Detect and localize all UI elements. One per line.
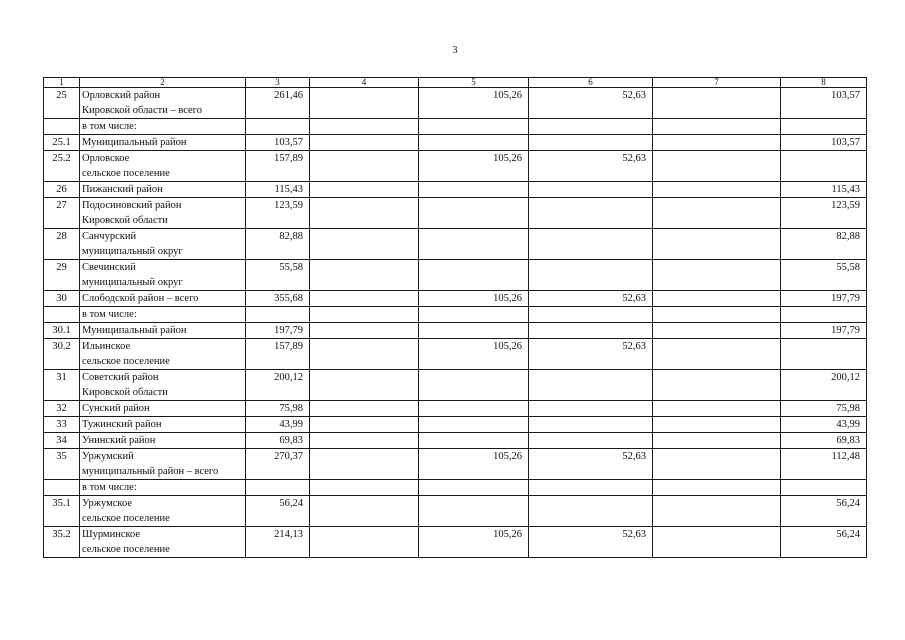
value-cell-col3: 157,89 — [246, 151, 310, 182]
territory-name-cell — [80, 182, 246, 198]
territory-name-line: Уржумское — [82, 498, 133, 509]
value-cell-col7 — [653, 198, 781, 229]
column-number-cell: 4 — [310, 78, 419, 88]
row-number-cell: 30.1 — [44, 323, 80, 339]
value-cell-col6 — [529, 480, 653, 496]
value-cell-col6 — [529, 229, 653, 260]
row-number-cell: 30.2 — [44, 339, 80, 370]
territory-name-cell — [80, 229, 246, 260]
value-cell-col6: 52,63 — [529, 151, 653, 182]
value-cell-col8: 75,98 — [781, 401, 867, 417]
territory-name-line: Кировской области — [82, 387, 168, 398]
value-cell-col3: 115,43 — [246, 182, 310, 198]
territory-name-cell — [80, 151, 246, 182]
value-cell-col5: 105,26 — [419, 449, 529, 480]
table-row — [44, 151, 867, 182]
value-cell-col8: 56,24 — [781, 527, 867, 558]
value-cell-col4 — [310, 151, 419, 182]
territory-name-line: Муниципальный район — [82, 137, 187, 148]
value-cell-col4 — [310, 449, 419, 480]
value-cell-col6 — [529, 119, 653, 135]
value-cell-col4 — [310, 433, 419, 449]
value-cell-col5 — [419, 370, 529, 401]
value-cell-col6 — [529, 135, 653, 151]
value-cell-col4 — [310, 135, 419, 151]
territory-name-cell — [80, 417, 246, 433]
column-number-row — [44, 78, 867, 88]
territory-name-line: в том числе: — [82, 482, 137, 493]
value-cell-col6 — [529, 307, 653, 323]
column-number-cell: 2 — [80, 78, 246, 88]
row-number-cell: 30 — [44, 291, 80, 307]
value-cell-col8: 197,79 — [781, 291, 867, 307]
territory-name-line: Шурминское — [82, 529, 141, 540]
row-number-cell: 25.2 — [44, 151, 80, 182]
value-cell-col6: 52,63 — [529, 291, 653, 307]
value-cell-col4 — [310, 496, 419, 527]
value-cell-col5 — [419, 307, 529, 323]
value-cell-col6 — [529, 198, 653, 229]
value-cell-col3: 200,12 — [246, 370, 310, 401]
value-cell-col8 — [781, 480, 867, 496]
value-cell-col3 — [246, 480, 310, 496]
value-cell-col3: 355,68 — [246, 291, 310, 307]
row-number-cell: 35 — [44, 449, 80, 480]
value-cell-col3: 197,79 — [246, 323, 310, 339]
table-row — [44, 260, 867, 291]
value-cell-col6 — [529, 323, 653, 339]
value-cell-col5 — [419, 119, 529, 135]
value-cell-col6: 52,63 — [529, 527, 653, 558]
row-number-cell: 31 — [44, 370, 80, 401]
row-number-cell: 33 — [44, 417, 80, 433]
value-cell-col5 — [419, 433, 529, 449]
territory-name-line: Ильинское — [82, 341, 131, 352]
value-cell-col3: 43,99 — [246, 417, 310, 433]
value-cell-col8 — [781, 307, 867, 323]
territory-name-cell — [80, 323, 246, 339]
table-row — [44, 135, 867, 151]
table-row — [44, 527, 867, 558]
territory-name-cell — [80, 291, 246, 307]
value-cell-col3: 75,98 — [246, 401, 310, 417]
value-cell-col4 — [310, 401, 419, 417]
value-cell-col7 — [653, 88, 781, 119]
value-cell-col8: 112,48 — [781, 449, 867, 480]
territory-name-cell — [80, 260, 246, 291]
value-cell-col5 — [419, 323, 529, 339]
territory-name-line: муниципальный округ — [82, 277, 183, 288]
value-cell-col7 — [653, 527, 781, 558]
column-number-cell: 6 — [529, 78, 653, 88]
territory-name-line: Унинский район — [82, 435, 156, 446]
value-cell-col3: 157,89 — [246, 339, 310, 370]
budget-table — [43, 77, 867, 558]
value-cell-col8: 200,12 — [781, 370, 867, 401]
value-cell-col5 — [419, 417, 529, 433]
value-cell-col7 — [653, 291, 781, 307]
territory-name-cell — [80, 198, 246, 229]
territory-name-line: сельское поселение — [82, 513, 170, 524]
value-cell-col5 — [419, 198, 529, 229]
territory-name-line: в том числе: — [82, 121, 137, 132]
column-number-cell: 5 — [419, 78, 529, 88]
territory-name-cell — [80, 370, 246, 401]
territory-name-cell — [80, 433, 246, 449]
territory-name-line: Тужинский район — [82, 419, 162, 430]
value-cell-col5 — [419, 496, 529, 527]
value-cell-col6 — [529, 260, 653, 291]
territory-name-cell — [80, 339, 246, 370]
value-cell-col3: 103,57 — [246, 135, 310, 151]
value-cell-col8: 197,79 — [781, 323, 867, 339]
territory-name-line: Орловское — [82, 153, 130, 164]
table-body — [44, 78, 867, 558]
value-cell-col6 — [529, 401, 653, 417]
value-cell-col4 — [310, 370, 419, 401]
value-cell-col5: 105,26 — [419, 339, 529, 370]
table-row — [44, 370, 867, 401]
row-number-cell: 25 — [44, 88, 80, 119]
territory-name-cell — [80, 401, 246, 417]
table-row — [44, 323, 867, 339]
value-cell-col5: 105,26 — [419, 527, 529, 558]
table-row — [44, 291, 867, 307]
value-cell-col6 — [529, 370, 653, 401]
territory-name-line: муниципальный округ — [82, 246, 183, 257]
table-row — [44, 433, 867, 449]
row-number-cell: 26 — [44, 182, 80, 198]
column-number-cell: 8 — [781, 78, 867, 88]
territory-name-line: сельское поселение — [82, 356, 170, 367]
value-cell-col7 — [653, 339, 781, 370]
territory-name-cell — [80, 135, 246, 151]
territory-name-cell — [80, 527, 246, 558]
value-cell-col8: 43,99 — [781, 417, 867, 433]
value-cell-col7 — [653, 401, 781, 417]
value-cell-col3: 123,59 — [246, 198, 310, 229]
value-cell-col7 — [653, 496, 781, 527]
territory-name-line: Пижанский район — [82, 184, 163, 195]
row-number-cell — [44, 307, 80, 323]
territory-name-line: Орловский район — [82, 90, 161, 101]
value-cell-col5: 105,26 — [419, 151, 529, 182]
value-cell-col7 — [653, 323, 781, 339]
territory-name-line: Сунский район — [82, 403, 150, 414]
value-cell-col5 — [419, 260, 529, 291]
value-cell-col7 — [653, 182, 781, 198]
value-cell-col4 — [310, 119, 419, 135]
value-cell-col8: 115,43 — [781, 182, 867, 198]
value-cell-col7 — [653, 449, 781, 480]
value-cell-col3: 82,88 — [246, 229, 310, 260]
table-row — [44, 496, 867, 527]
row-number-cell: 34 — [44, 433, 80, 449]
value-cell-col3: 55,58 — [246, 260, 310, 291]
territory-name-line: Свечинский — [82, 262, 136, 273]
value-cell-col8 — [781, 339, 867, 370]
territory-name-cell — [80, 480, 246, 496]
territory-name-cell — [80, 88, 246, 119]
row-number-cell: 27 — [44, 198, 80, 229]
territory-name-line: сельское поселение — [82, 168, 170, 179]
table-row — [44, 307, 867, 323]
column-number-cell: 7 — [653, 78, 781, 88]
table-row — [44, 119, 867, 135]
value-cell-col4 — [310, 417, 419, 433]
column-number-cell: 1 — [44, 78, 80, 88]
value-cell-col8: 82,88 — [781, 229, 867, 260]
value-cell-col8: 56,24 — [781, 496, 867, 527]
value-cell-col7 — [653, 307, 781, 323]
value-cell-col6 — [529, 182, 653, 198]
value-cell-col3: 261,46 — [246, 88, 310, 119]
value-cell-col8: 103,57 — [781, 135, 867, 151]
table-row — [44, 417, 867, 433]
territory-name-line: Кировской области — [82, 215, 168, 226]
value-cell-col7 — [653, 370, 781, 401]
value-cell-col3: 214,13 — [246, 527, 310, 558]
value-cell-col6: 52,63 — [529, 449, 653, 480]
value-cell-col6: 52,63 — [529, 88, 653, 119]
value-cell-col5 — [419, 480, 529, 496]
value-cell-col7 — [653, 260, 781, 291]
column-number-cell: 3 — [246, 78, 310, 88]
value-cell-col8 — [781, 119, 867, 135]
value-cell-col4 — [310, 527, 419, 558]
value-cell-col8: 69,83 — [781, 433, 867, 449]
value-cell-col6 — [529, 433, 653, 449]
value-cell-col8: 123,59 — [781, 198, 867, 229]
territory-name-line: Уржумский — [82, 451, 134, 462]
value-cell-col7 — [653, 480, 781, 496]
value-cell-col4 — [310, 480, 419, 496]
value-cell-col4 — [310, 182, 419, 198]
value-cell-col5 — [419, 229, 529, 260]
value-cell-col4 — [310, 229, 419, 260]
territory-name-line: Подосиновский район — [82, 200, 182, 211]
table-row — [44, 88, 867, 119]
value-cell-col6 — [529, 417, 653, 433]
value-cell-col5 — [419, 401, 529, 417]
value-cell-col4 — [310, 198, 419, 229]
territory-name-line: Санчурский — [82, 231, 137, 242]
row-number-cell: 35.1 — [44, 496, 80, 527]
table-row — [44, 449, 867, 480]
row-number-cell: 35.2 — [44, 527, 80, 558]
territory-name-cell — [80, 449, 246, 480]
value-cell-col4 — [310, 260, 419, 291]
value-cell-col5: 105,26 — [419, 88, 529, 119]
territory-name-cell — [80, 119, 246, 135]
page-number: 3 — [452, 45, 458, 56]
territory-name-cell — [80, 307, 246, 323]
value-cell-col5 — [419, 135, 529, 151]
table-row — [44, 198, 867, 229]
table-row — [44, 401, 867, 417]
territory-name-cell — [80, 496, 246, 527]
value-cell-col6: 52,63 — [529, 339, 653, 370]
row-number-cell: 29 — [44, 260, 80, 291]
territory-name-line: сельское поселение — [82, 544, 170, 555]
value-cell-col7 — [653, 229, 781, 260]
value-cell-col7 — [653, 151, 781, 182]
value-cell-col8: 103,57 — [781, 88, 867, 119]
territory-name-line: Кировской области – всего — [82, 105, 202, 116]
value-cell-col7 — [653, 119, 781, 135]
value-cell-col4 — [310, 307, 419, 323]
territory-name-line: в том числе: — [82, 309, 137, 320]
table-row — [44, 480, 867, 496]
value-cell-col3 — [246, 307, 310, 323]
value-cell-col8: 55,58 — [781, 260, 867, 291]
value-cell-col4 — [310, 339, 419, 370]
value-cell-col7 — [653, 135, 781, 151]
value-cell-col4 — [310, 291, 419, 307]
value-cell-col3: 56,24 — [246, 496, 310, 527]
value-cell-col4 — [310, 88, 419, 119]
table-row — [44, 339, 867, 370]
row-number-cell — [44, 480, 80, 496]
value-cell-col3: 270,37 — [246, 449, 310, 480]
value-cell-col4 — [310, 323, 419, 339]
value-cell-col8 — [781, 151, 867, 182]
table-row — [44, 182, 867, 198]
territory-name-line: Слободской район – всего — [82, 293, 199, 304]
value-cell-col7 — [653, 433, 781, 449]
territory-name-line: Советский район — [82, 372, 159, 383]
table-row — [44, 229, 867, 260]
row-number-cell: 25.1 — [44, 135, 80, 151]
value-cell-col5: 105,26 — [419, 291, 529, 307]
row-number-cell — [44, 119, 80, 135]
row-number-cell: 28 — [44, 229, 80, 260]
territory-name-line: муниципальный район – всего — [82, 466, 219, 477]
value-cell-col6 — [529, 496, 653, 527]
value-cell-col5 — [419, 182, 529, 198]
value-cell-col7 — [653, 417, 781, 433]
row-number-cell: 32 — [44, 401, 80, 417]
value-cell-col3 — [246, 119, 310, 135]
value-cell-col3: 69,83 — [246, 433, 310, 449]
territory-name-line: Муниципальный район — [82, 325, 187, 336]
